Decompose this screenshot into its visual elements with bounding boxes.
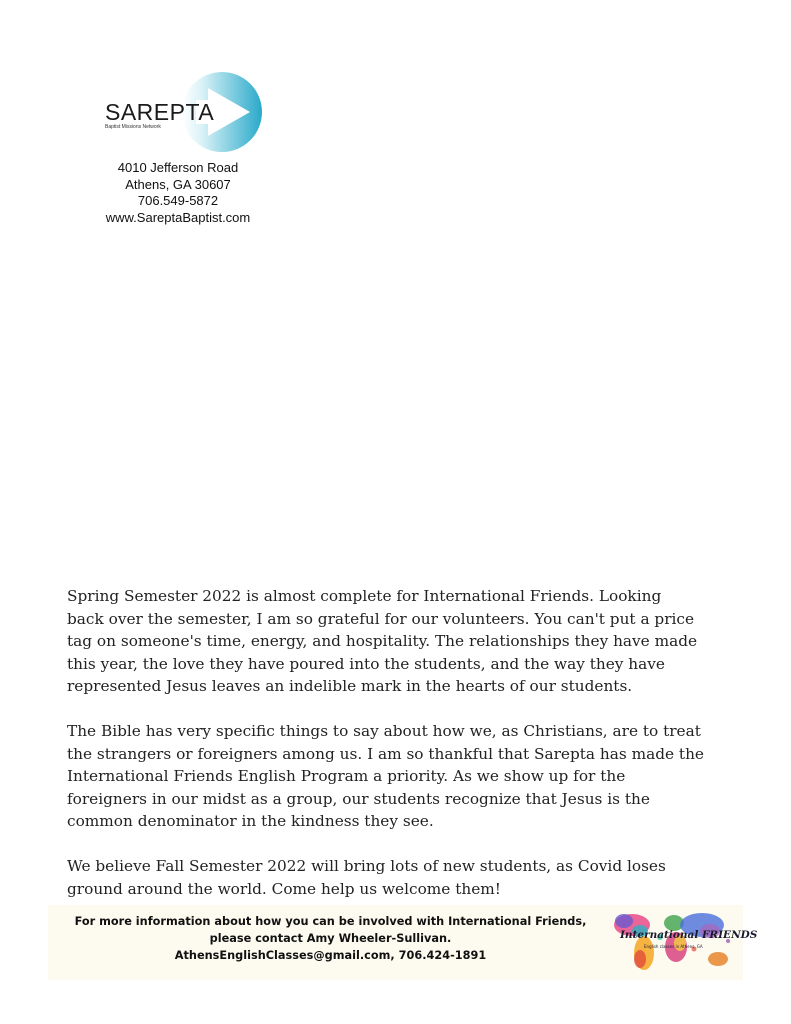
paragraph-3	[67, 855, 737, 900]
address-block	[95, 160, 261, 226]
website-link[interactable]: www.SareptaBaptist.com	[105, 209, 251, 225]
world-map-icon	[610, 907, 735, 977]
sarepta-logo	[100, 72, 270, 152]
street-address: 4010 Jefferson Road	[117, 160, 239, 175]
paragraph-line: back over the semester, I am so grateful for our volunteers. You can't put a price	[67, 609, 695, 628]
logo-title: International FRIENDS	[620, 929, 758, 941]
paragraph-1	[67, 585, 737, 698]
contact-line-3[interactable]: AthensEnglishClasses@gmail.com, 706.424-1891	[174, 949, 487, 962]
paragraph-line: The Bible has very specific things to say about how we, as Christians, are to treat	[67, 722, 701, 740]
logo-tagline: Baptist Missions Network	[105, 124, 161, 130]
paragraph-line: the strangers or foreigners among us. I am so thankful that Sarepta has made the	[67, 744, 704, 763]
paragraph-line: Spring Semester 2022 is almost complete for International Friends. Looking	[67, 587, 662, 605]
paragraph-line: ground around the world. Come help us welcome them!	[67, 879, 501, 898]
paragraph-line: International Friends English Program a priority. As we show up for the	[67, 767, 626, 785]
paragraph-line: this year, the love they have poured into the students, and the way they have	[67, 654, 665, 673]
paragraph-line: We believe Fall Semester 2022 will bring lots of new students, as Covid loses	[67, 857, 666, 875]
paragraph-line: tag on someone's time, energy, and hospitality. The relationships they have made	[67, 632, 698, 650]
contact-footer	[48, 905, 758, 980]
contact-line-2: please contact Amy Wheeler-Sullivan.	[209, 932, 452, 945]
city-state-zip: Athens, GA 30607	[125, 176, 231, 192]
contact-info	[48, 913, 613, 964]
logo-name: SAREPTA	[105, 99, 215, 125]
paragraph-line: represented Jesus leaves an indelible mark in the hearts of our students.	[67, 677, 633, 695]
phone-number: 706.549-5872	[137, 193, 219, 208]
letter-body	[67, 585, 737, 923]
contact-line-1: For more information about how you can be involved with International Friends,	[74, 915, 587, 928]
paragraph-2	[67, 720, 737, 833]
paragraph-line: foreigners in our midst as a group, our students recognize that Jesus is the	[67, 789, 650, 808]
international-friends-logo	[610, 907, 758, 977]
logo-subtitle: English classes in Athens, GA	[644, 944, 703, 949]
paragraph-line: common denominator in the kindness they see.	[67, 812, 434, 830]
